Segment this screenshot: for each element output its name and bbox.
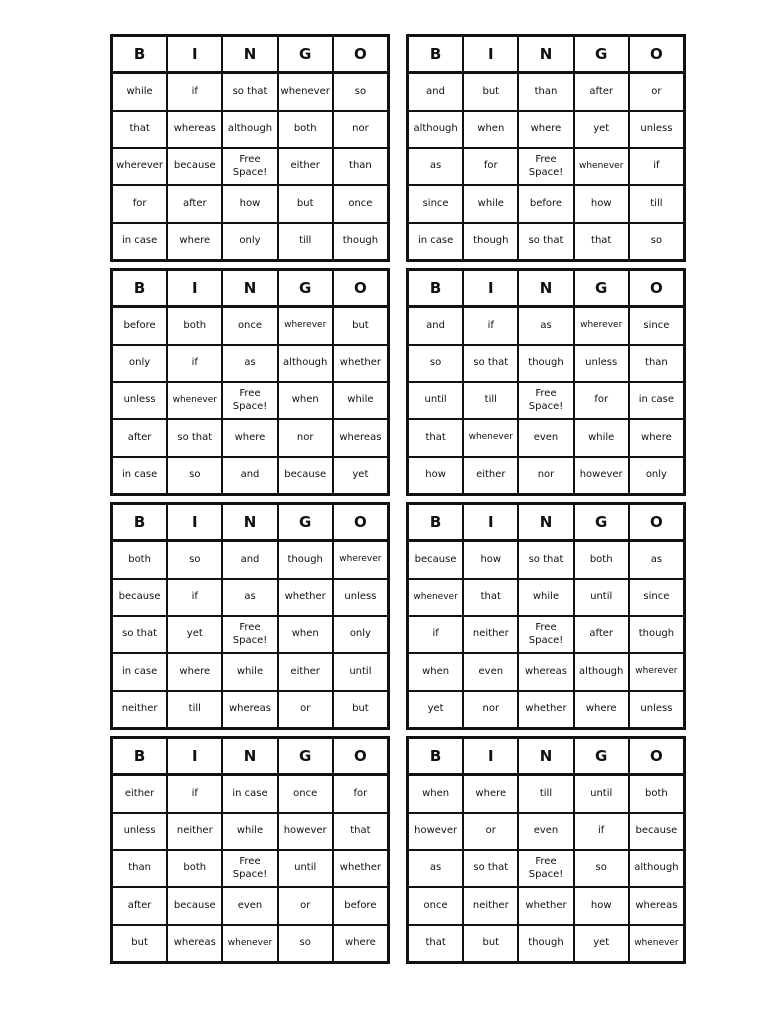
header-i: I xyxy=(167,738,222,775)
card-cell: whether xyxy=(333,345,388,382)
card-cell: so that xyxy=(463,850,518,887)
card-cell: and xyxy=(408,73,463,110)
card-cell: while xyxy=(463,185,518,222)
card-cell: when xyxy=(463,111,518,148)
card-cell: although xyxy=(408,111,463,148)
card-cell: or xyxy=(629,73,684,110)
card-cell: in case xyxy=(629,382,684,419)
card-cell: both xyxy=(574,541,629,578)
card-cell: wherever xyxy=(278,307,333,344)
card-cell: whenever xyxy=(408,579,463,616)
card-cell: both xyxy=(278,111,333,148)
card-cell: although xyxy=(629,850,684,887)
bingo-card-6 xyxy=(406,502,686,730)
card-cell: so that xyxy=(463,345,518,382)
card-cell: than xyxy=(112,850,167,887)
header-n: N xyxy=(222,36,277,73)
bingo-card-3 xyxy=(110,268,390,496)
header-b: B xyxy=(112,270,167,307)
card-cell: unless xyxy=(112,813,167,850)
card-cell: until xyxy=(278,850,333,887)
header-g: G xyxy=(278,36,333,73)
card-cell: if xyxy=(629,148,684,185)
card-cell: after xyxy=(167,185,222,222)
card-cell: so that xyxy=(518,223,573,260)
card-cell: however xyxy=(574,457,629,494)
header-o: O xyxy=(629,504,684,541)
card-cell: both xyxy=(629,775,684,812)
card-cell: neither xyxy=(167,813,222,850)
header-g: G xyxy=(574,36,629,73)
card-cell: if xyxy=(167,775,222,812)
card-cell: whether xyxy=(333,850,388,887)
header-n: N xyxy=(222,270,277,307)
card-cell: either xyxy=(278,148,333,185)
card-cell: whenever xyxy=(629,925,684,962)
card-cell: nor xyxy=(463,691,518,728)
card-cell: as xyxy=(408,850,463,887)
card-cell: as xyxy=(518,307,573,344)
card-cell: whenever xyxy=(463,419,518,456)
card-cell: after xyxy=(574,73,629,110)
card-cell: though xyxy=(629,616,684,653)
card-cell: and xyxy=(222,457,277,494)
card-cell: whereas xyxy=(222,691,277,728)
card-cell: once xyxy=(222,307,277,344)
card-cell: until xyxy=(333,653,388,690)
card-cell: nor xyxy=(278,419,333,456)
card-cell: that xyxy=(463,579,518,616)
card-cell: whether xyxy=(518,691,573,728)
header-o: O xyxy=(629,738,684,775)
card-cell: but xyxy=(112,925,167,962)
card-cell: whenever xyxy=(222,925,277,962)
card-cell: until xyxy=(408,382,463,419)
card-cell: while xyxy=(574,419,629,456)
header-i: I xyxy=(167,270,222,307)
card-cell: only xyxy=(333,616,388,653)
card-cell: though xyxy=(518,925,573,962)
card-cell: only xyxy=(629,457,684,494)
card-cell: even xyxy=(518,813,573,850)
header-n: N xyxy=(518,738,573,775)
header-g: G xyxy=(278,504,333,541)
card-cell: how xyxy=(463,541,518,578)
card-cell: whenever xyxy=(574,148,629,185)
card-cell: unless xyxy=(112,382,167,419)
card-cell: for xyxy=(333,775,388,812)
card-cell: or xyxy=(463,813,518,850)
card-cell: till xyxy=(518,775,573,812)
card-cell: neither xyxy=(463,616,518,653)
free-space-cell: Free Space! xyxy=(222,382,277,419)
card-cell: after xyxy=(574,616,629,653)
card-cell: in case xyxy=(112,223,167,260)
card-cell: so xyxy=(333,73,388,110)
card-cell: where xyxy=(333,925,388,962)
card-cell: unless xyxy=(574,345,629,382)
card-cell: even xyxy=(518,419,573,456)
card-cell: though xyxy=(278,541,333,578)
card-cell: where xyxy=(167,653,222,690)
card-cell: neither xyxy=(112,691,167,728)
card-cell: before xyxy=(518,185,573,222)
card-cell: although xyxy=(574,653,629,690)
header-n: N xyxy=(518,36,573,73)
card-cell: only xyxy=(112,345,167,382)
card-cell: though xyxy=(333,223,388,260)
bingo-card-5 xyxy=(110,502,390,730)
header-g: G xyxy=(278,270,333,307)
card-cell: or xyxy=(278,691,333,728)
card-cell: both xyxy=(167,307,222,344)
card-cell: in case xyxy=(112,457,167,494)
bingo-card-7 xyxy=(110,736,390,964)
card-cell: whether xyxy=(278,579,333,616)
card-cell: in case xyxy=(222,775,277,812)
card-cell: if xyxy=(408,616,463,653)
header-i: I xyxy=(463,738,518,775)
card-cell: for xyxy=(574,382,629,419)
card-cell: until xyxy=(574,775,629,812)
card-cell: whereas xyxy=(518,653,573,690)
header-g: G xyxy=(278,738,333,775)
card-cell: since xyxy=(629,307,684,344)
header-i: I xyxy=(463,504,518,541)
card-cell: nor xyxy=(333,111,388,148)
card-cell: whenever xyxy=(278,73,333,110)
card-cell: yet xyxy=(574,111,629,148)
card-cell: once xyxy=(278,775,333,812)
card-cell: when xyxy=(278,382,333,419)
header-o: O xyxy=(629,36,684,73)
bingo-card-8 xyxy=(406,736,686,964)
card-cell: however xyxy=(278,813,333,850)
card-cell: although xyxy=(222,111,277,148)
card-cell: either xyxy=(112,775,167,812)
card-cell: when xyxy=(278,616,333,653)
card-cell: so that xyxy=(167,419,222,456)
card-cell: unless xyxy=(629,691,684,728)
header-o: O xyxy=(333,504,388,541)
card-cell: as xyxy=(629,541,684,578)
card-cell: if xyxy=(167,73,222,110)
card-cell: that xyxy=(574,223,629,260)
header-g: G xyxy=(574,270,629,307)
card-cell: after xyxy=(112,419,167,456)
header-n: N xyxy=(518,270,573,307)
card-cell: while xyxy=(518,579,573,616)
card-cell: both xyxy=(112,541,167,578)
card-cell: than xyxy=(333,148,388,185)
card-cell: so xyxy=(574,850,629,887)
card-cell: even xyxy=(463,653,518,690)
header-o: O xyxy=(333,270,388,307)
card-cell: wherever xyxy=(333,541,388,578)
free-space-cell: Free Space! xyxy=(518,850,573,887)
card-cell: so that xyxy=(112,616,167,653)
free-space-cell: Free Space! xyxy=(518,616,573,653)
card-cell: unless xyxy=(629,111,684,148)
header-o: O xyxy=(333,738,388,775)
card-cell: than xyxy=(629,345,684,382)
card-cell: as xyxy=(222,579,277,616)
bingo-card-2 xyxy=(406,34,686,262)
card-cell: how xyxy=(408,457,463,494)
card-cell: for xyxy=(112,185,167,222)
card-cell: when xyxy=(408,653,463,690)
header-b: B xyxy=(408,504,463,541)
card-cell: before xyxy=(112,307,167,344)
card-cell: where xyxy=(463,775,518,812)
card-cell: so xyxy=(629,223,684,260)
card-cell: whereas xyxy=(629,887,684,924)
card-cell: because xyxy=(112,579,167,616)
card-cell: than xyxy=(518,73,573,110)
header-b: B xyxy=(408,36,463,73)
card-cell: however xyxy=(408,813,463,850)
card-cell: because xyxy=(167,148,222,185)
card-cell: till xyxy=(463,382,518,419)
card-cell: neither xyxy=(463,887,518,924)
header-n: N xyxy=(222,738,277,775)
card-cell: in case xyxy=(112,653,167,690)
card-cell: that xyxy=(408,419,463,456)
card-cell: yet xyxy=(333,457,388,494)
card-cell: before xyxy=(333,887,388,924)
header-g: G xyxy=(574,738,629,775)
card-cell: whereas xyxy=(167,111,222,148)
card-cell: but xyxy=(278,185,333,222)
header-g: G xyxy=(574,504,629,541)
card-cell: because xyxy=(167,887,222,924)
card-cell: when xyxy=(408,775,463,812)
card-cell: wherever xyxy=(574,307,629,344)
card-cell: and xyxy=(408,307,463,344)
card-cell: while xyxy=(112,73,167,110)
card-cell: whereas xyxy=(333,419,388,456)
card-cell: both xyxy=(167,850,222,887)
header-i: I xyxy=(167,504,222,541)
card-cell: though xyxy=(518,345,573,382)
card-cell: as xyxy=(408,148,463,185)
header-o: O xyxy=(333,36,388,73)
free-space-cell: Free Space! xyxy=(518,148,573,185)
header-b: B xyxy=(112,36,167,73)
header-i: I xyxy=(463,36,518,73)
card-cell: and xyxy=(222,541,277,578)
card-cell: till xyxy=(278,223,333,260)
card-cell: till xyxy=(167,691,222,728)
card-cell: in case xyxy=(408,223,463,260)
card-cell: if xyxy=(167,345,222,382)
card-cell: so that xyxy=(518,541,573,578)
card-cell: yet xyxy=(408,691,463,728)
card-cell: either xyxy=(463,457,518,494)
card-cell: while xyxy=(333,382,388,419)
card-cell: that xyxy=(408,925,463,962)
header-b: B xyxy=(408,270,463,307)
card-cell: until xyxy=(574,579,629,616)
card-cell: how xyxy=(222,185,277,222)
card-cell: whether xyxy=(518,887,573,924)
card-cell: but xyxy=(333,307,388,344)
card-cell: once xyxy=(408,887,463,924)
card-cell: till xyxy=(629,185,684,222)
header-n: N xyxy=(518,504,573,541)
free-space-cell: Free Space! xyxy=(222,148,277,185)
card-cell: yet xyxy=(574,925,629,962)
header-i: I xyxy=(167,36,222,73)
header-o: O xyxy=(629,270,684,307)
card-cell: as xyxy=(222,345,277,382)
header-b: B xyxy=(408,738,463,775)
card-cell: while xyxy=(222,813,277,850)
card-cell: if xyxy=(463,307,518,344)
card-cell: so that xyxy=(222,73,277,110)
card-cell: although xyxy=(278,345,333,382)
card-cell: nor xyxy=(518,457,573,494)
card-cell: after xyxy=(112,887,167,924)
card-cell: that xyxy=(112,111,167,148)
card-cell: so xyxy=(167,457,222,494)
header-n: N xyxy=(222,504,277,541)
card-cell: though xyxy=(463,223,518,260)
card-cell: where xyxy=(167,223,222,260)
card-cell: or xyxy=(278,887,333,924)
card-cell: either xyxy=(278,653,333,690)
card-cell: but xyxy=(333,691,388,728)
card-cell: whenever xyxy=(167,382,222,419)
card-cell: since xyxy=(408,185,463,222)
card-cell: only xyxy=(222,223,277,260)
card-cell: so xyxy=(167,541,222,578)
header-b: B xyxy=(112,504,167,541)
bingo-card-1 xyxy=(110,34,390,262)
card-cell: where xyxy=(518,111,573,148)
card-cell: once xyxy=(333,185,388,222)
free-space-cell: Free Space! xyxy=(222,616,277,653)
card-cell: even xyxy=(222,887,277,924)
card-cell: whereas xyxy=(167,925,222,962)
card-cell: unless xyxy=(333,579,388,616)
card-cell: how xyxy=(574,185,629,222)
free-space-cell: Free Space! xyxy=(518,382,573,419)
card-cell: where xyxy=(574,691,629,728)
card-cell: because xyxy=(408,541,463,578)
card-cell: yet xyxy=(167,616,222,653)
card-cell: wherever xyxy=(629,653,684,690)
card-cell: where xyxy=(629,419,684,456)
header-i: I xyxy=(463,270,518,307)
header-b: B xyxy=(112,738,167,775)
card-cell: but xyxy=(463,73,518,110)
card-cell: how xyxy=(574,887,629,924)
card-cell: because xyxy=(629,813,684,850)
card-cell: that xyxy=(333,813,388,850)
card-cell: because xyxy=(278,457,333,494)
card-cell: if xyxy=(167,579,222,616)
card-cell: for xyxy=(463,148,518,185)
card-cell: where xyxy=(222,419,277,456)
free-space-cell: Free Space! xyxy=(222,850,277,887)
card-cell: if xyxy=(574,813,629,850)
card-cell: so xyxy=(278,925,333,962)
card-cell: while xyxy=(222,653,277,690)
card-cell: since xyxy=(629,579,684,616)
card-cell: so xyxy=(408,345,463,382)
card-cell: wherever xyxy=(112,148,167,185)
bingo-card-4 xyxy=(406,268,686,496)
card-cell: but xyxy=(463,925,518,962)
